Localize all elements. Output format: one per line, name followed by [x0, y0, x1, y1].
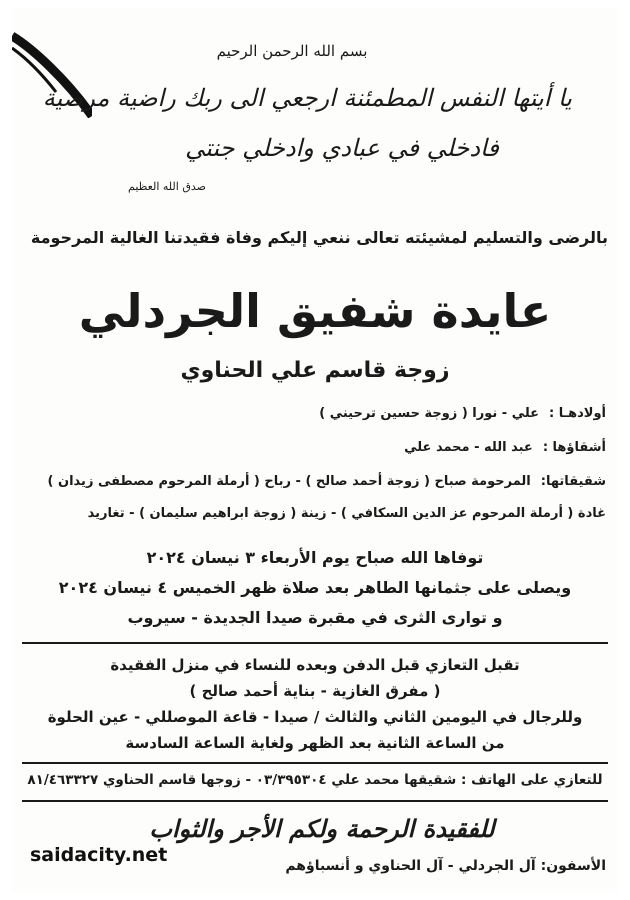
children-names: علي - نورا ( زوجة حسين ترحيني ) — [319, 406, 540, 421]
sadaq-allah: صدق الله العظيم — [128, 180, 206, 193]
divider-top — [22, 642, 608, 644]
closing-prayer: للفقيدة الرحمة ولكم الأجر والثواب — [149, 814, 495, 843]
basmala: بسم الله الرحمن الرحيم — [216, 42, 368, 60]
divider-bottom — [22, 800, 608, 802]
condolences-hours: من الساعة الثانية بعد الظهر ولغاية الساعة السادسة — [125, 734, 505, 752]
condolences-women-address: ( مفرق الغازية - بناية أحمد صالح ) — [189, 682, 441, 700]
brothers-row — [404, 440, 606, 455]
condolences-men: وللرجال في اليومين الثاني والثالث / صيدا - قاعة الموصللي - عين الحلوة — [47, 708, 583, 726]
children-row — [319, 406, 606, 421]
funeral-prayer: ويصلى على جثمانها الطاهر بعد صلاة ظهر الخميس ٤ نيسان ٢٠٢٤ — [58, 578, 572, 597]
mourning-families: الأسفون: آل الجردلي - آل الحناوي و أنسباؤهم — [285, 858, 606, 874]
children-label: أولادهـا : — [549, 406, 606, 421]
intro-announcement: بالرضى والتسليم لمشيئته تعالى ننعي إليكم وفاة فقيدتنا الغالية المرحومة — [30, 228, 608, 247]
condolences-women: تقبل التعازي قبل الدفن وبعده للنساء في منزل الفقيدة — [110, 656, 520, 674]
sisters-names-line-1: المرحومة صباح ( زوجة أحمد صالح ) - رباح ( أرملة المرحوم مصطفى زيدان ) — [47, 474, 531, 489]
divider-middle — [22, 762, 608, 764]
quran-verse-line-2: فادخلي في عبادي وادخلي جنتي — [185, 134, 499, 162]
deceased-name: عايدة شفيق الجردلي — [78, 284, 552, 338]
quran-verse-line-1: يا أيتها النفس المطمئنة ارجعي الى ربك راضية مرضية — [42, 84, 572, 112]
sisters-label: شقيقاتها: — [540, 474, 606, 489]
brothers-names: عبد الله - محمد علي — [404, 440, 533, 455]
death-date: توفاها الله صباح يوم الأربعاء ٣ نيسان ٢٠٢٤ — [146, 548, 484, 567]
obituary-page — [12, 8, 618, 892]
website-watermark: saidacity.net — [30, 844, 168, 866]
brothers-label: أشقاؤها : — [542, 440, 606, 455]
sisters-row — [48, 474, 606, 489]
phone-condolences: للتعازي على الهاتف : شقيقها محمد علي ٠٣/٣٩٥٣٠٤ - زوجها قاسم الحناوي ٨١/٤٦٣٣٢٧ — [27, 772, 603, 788]
deceased-husband: زوجة قاسم علي الحناوي — [180, 358, 450, 383]
sisters-names-line-2: غادة ( أرملة المرحوم عز الدين السكافي ) - زينة ( زوجة ابراهيم سليمان ) - تغاريد — [87, 506, 606, 521]
burial-place: و توارى الثرى في مقبرة صيدا الجديدة - سيروب — [127, 608, 503, 627]
